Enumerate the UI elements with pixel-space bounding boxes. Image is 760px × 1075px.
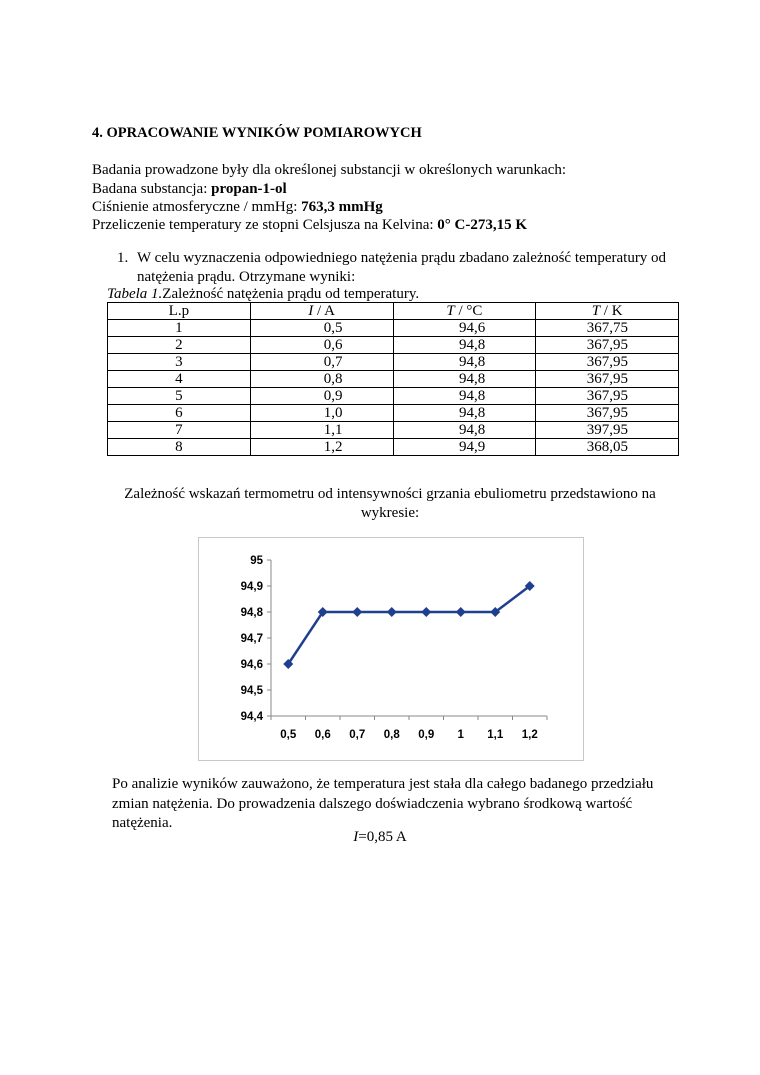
cell-current: 1,2 bbox=[250, 439, 393, 456]
cell-current: 0,9 bbox=[250, 388, 393, 405]
substance-value: propan-1-ol bbox=[211, 181, 287, 197]
header-current bbox=[250, 303, 393, 320]
table-row bbox=[108, 354, 679, 371]
data-point-marker bbox=[456, 607, 466, 617]
cell-temp-k: 367,95 bbox=[536, 354, 679, 371]
table-caption-label: Tabela 1. bbox=[107, 286, 163, 302]
cell-temp-c: 94,8 bbox=[393, 388, 536, 405]
substance-label: Badana substancja: bbox=[92, 181, 212, 197]
cell-lp: 8 bbox=[108, 439, 251, 456]
substance-line bbox=[92, 180, 287, 199]
cell-temp-c: 94,8 bbox=[393, 371, 536, 388]
header-current-symbol: I bbox=[308, 303, 314, 319]
cell-temp-k: 397,95 bbox=[536, 422, 679, 439]
cell-current: 1,0 bbox=[250, 405, 393, 422]
table-caption bbox=[107, 286, 419, 303]
cell-temp-c: 94,6 bbox=[393, 320, 536, 337]
x-tick-label: 0,7 bbox=[349, 729, 366, 741]
header-temp-c-unit: / °C bbox=[454, 303, 483, 319]
conversion-line bbox=[92, 216, 527, 235]
pressure-line bbox=[92, 198, 383, 217]
header-temp-k-unit: / K bbox=[600, 303, 623, 319]
cell-current: 0,6 bbox=[250, 337, 393, 354]
formula-symbol: I bbox=[353, 829, 359, 845]
formula-value: =0,85 A bbox=[358, 829, 407, 845]
header-temp-k-symbol: T bbox=[591, 303, 601, 319]
cell-lp: 3 bbox=[108, 354, 251, 371]
x-tick-label: 1,1 bbox=[487, 729, 504, 741]
y-tick-label: 94,6 bbox=[240, 659, 263, 671]
x-tick-label: 0,6 bbox=[314, 729, 331, 741]
header-lp: L.p bbox=[108, 303, 251, 320]
cell-temp-c: 94,8 bbox=[393, 337, 536, 354]
cell-lp: 2 bbox=[108, 337, 251, 354]
cell-temp-k: 367,95 bbox=[536, 405, 679, 422]
cell-temp-c: 94,8 bbox=[393, 354, 536, 371]
cell-lp: 5 bbox=[108, 388, 251, 405]
cell-temp-k: 368,05 bbox=[536, 439, 679, 456]
x-tick-label: 1 bbox=[457, 729, 464, 741]
cell-temp-c: 94,8 bbox=[393, 405, 536, 422]
list-item-number: 1. bbox=[117, 250, 129, 266]
data-point-marker bbox=[421, 607, 431, 617]
cell-current: 0,8 bbox=[250, 371, 393, 388]
table-row bbox=[108, 320, 679, 337]
cell-current: 0,7 bbox=[250, 354, 393, 371]
pressure-label: Ciśnienie atmosferyczne / mmHg: bbox=[92, 199, 302, 215]
cell-lp: 6 bbox=[108, 405, 251, 422]
x-tick-label: 0,8 bbox=[383, 729, 400, 741]
header-current-unit: / A bbox=[313, 303, 335, 319]
cell-lp: 1 bbox=[108, 320, 251, 337]
table-header-row bbox=[108, 303, 679, 320]
y-tick-label: 94,4 bbox=[240, 711, 263, 723]
pressure-value: 763,3 mmHg bbox=[301, 199, 383, 215]
temperature-chart bbox=[198, 537, 584, 761]
cell-lp: 7 bbox=[108, 422, 251, 439]
cell-temp-c: 94,9 bbox=[393, 439, 536, 456]
list-item-text: W celu wyznaczenia odpowiedniego natężenia prądu zbadano zależność temperatury od natężenia prądu. Otrzymane wyniki: bbox=[137, 250, 667, 285]
header-temp-c bbox=[393, 303, 536, 320]
cell-current: 1,1 bbox=[250, 422, 393, 439]
results-table bbox=[107, 302, 679, 456]
y-tick-label: 94,7 bbox=[240, 633, 263, 645]
table-row bbox=[108, 337, 679, 354]
cell-temp-k: 367,75 bbox=[536, 320, 679, 337]
series-line bbox=[288, 586, 530, 664]
table-caption-text: Zależność natężenia prądu od temperatury. bbox=[162, 286, 420, 302]
conclusion-text: Po analizie wyników zauważono, że temperatura jest stała dla całego badanego przedziału zmian natężenia. Do prowadzenia dalszego doświadczenia wybrano środkową wartość natężenia. bbox=[112, 776, 654, 831]
x-tick-label: 1,2 bbox=[521, 729, 538, 741]
data-point-marker bbox=[387, 607, 397, 617]
table-row bbox=[108, 388, 679, 405]
cell-lp: 4 bbox=[108, 371, 251, 388]
conversion-label: Przeliczenie temperatury ze stopni Celsjusza na Kelvina: bbox=[92, 217, 438, 233]
header-temp-c-symbol: T bbox=[446, 303, 455, 319]
table-row bbox=[108, 405, 679, 422]
x-tick-label: 0,5 bbox=[280, 729, 297, 741]
cell-current: 0,5 bbox=[250, 320, 393, 337]
chart-intro: Zależność wskazań termometru od intensywności grzania ebuliometru przedstawiono na wykresie: bbox=[124, 486, 656, 521]
section-heading: 4. OPRACOWANIE WYNIKÓW POMIAROWYCH bbox=[92, 125, 422, 141]
intro-line: Badania prowadzone były dla określonej substancji w określonych warunkach: bbox=[92, 162, 567, 178]
y-tick-label: 95 bbox=[250, 555, 263, 567]
cell-temp-k: 367,95 bbox=[536, 337, 679, 354]
selected-current-formula bbox=[0, 829, 760, 846]
cell-temp-k: 367,95 bbox=[536, 371, 679, 388]
y-tick-label: 94,9 bbox=[240, 581, 263, 593]
cell-temp-c: 94,8 bbox=[393, 422, 536, 439]
conversion-value: 0° C-273,15 K bbox=[437, 217, 528, 233]
y-tick-label: 94,5 bbox=[240, 685, 263, 697]
y-tick-label: 94,8 bbox=[240, 607, 263, 619]
chart-canvas bbox=[199, 538, 583, 760]
table-row bbox=[108, 371, 679, 388]
x-tick-label: 0,9 bbox=[418, 729, 435, 741]
header-temp-k bbox=[536, 303, 679, 320]
table-row bbox=[108, 439, 679, 456]
data-point-marker bbox=[352, 607, 362, 617]
cell-temp-k: 367,95 bbox=[536, 388, 679, 405]
table-row bbox=[108, 422, 679, 439]
